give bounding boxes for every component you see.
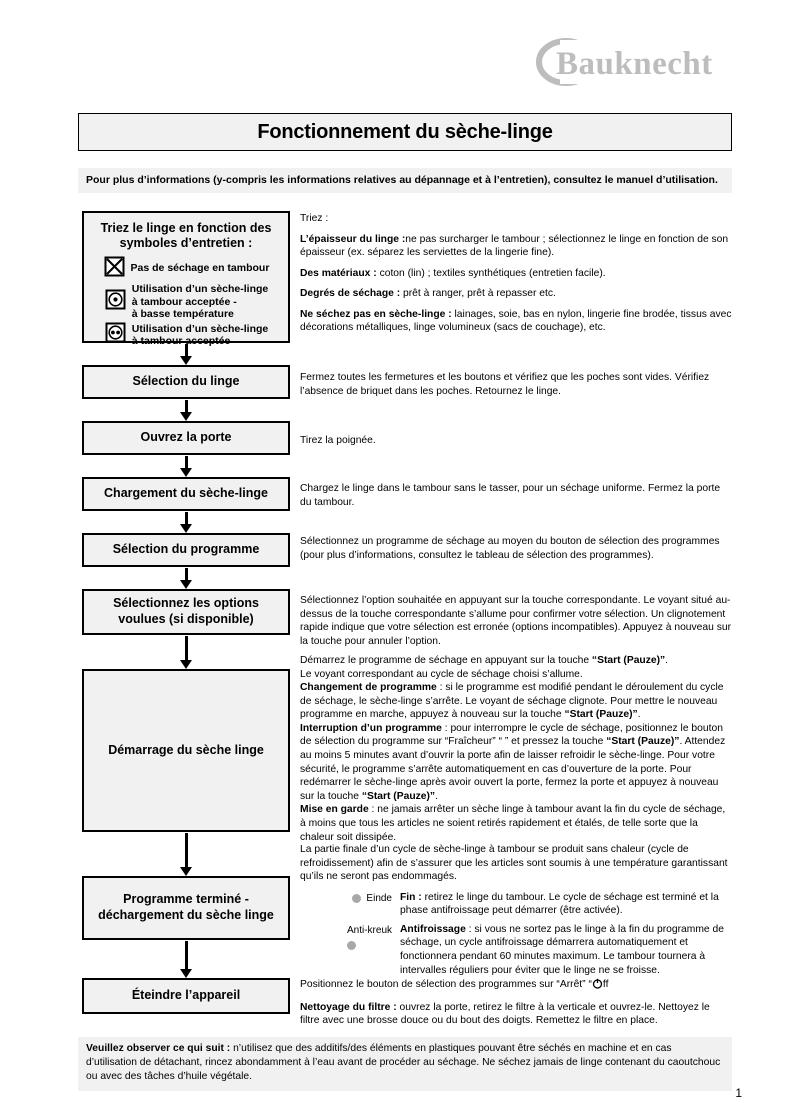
indicator-row-einde (300, 891, 732, 918)
sort-materials: Des matériaux : coton (lin) ; textiles synthétiques (entretien facile). (300, 267, 606, 279)
start-program-change: Changement de programme : si le programme est modifié pendant le déroulement du cycle de séchage, le sèche-linge s’arrête. Le voyant de séchage clignote. Pour mettre le nouveau programme en marche, appuyez à nouveau sur la touche “Start (Pauze)”. (300, 682, 724, 721)
flow-step-program-selection: Sélection du programme (82, 533, 290, 567)
switch-off-line: Positionnez le bouton de sélection des programmes sur “Arrêt” “ ff (300, 978, 732, 994)
indicator-name: Anti-kreuk (346, 924, 392, 936)
flow-arrow (82, 635, 290, 669)
care-symbol-label: Pas de séchage en tambour (130, 262, 270, 275)
text-options: Sélectionnez l’option souhaitée en appuyant sur la touche correspondante. Le voyant situé au-dessus de la touche correspondante s’allume pour confirmer votre sélection. Un clignotement rapide indique que votre sélection est erronée (options incompatibles). Appuyez à nouveau sur la touche pour annuler l’option. (300, 595, 732, 647)
indicator-lamp-icon (352, 894, 361, 903)
start-warning: Mise en garde : ne jamais arrêter un sèche linge à tambour avant la fin du cycle de séchage, à moins que tous les articles ne soient retirés rapidement et étalés, de telle sorte que la chaleur soit dissipée. (300, 804, 726, 843)
page-title-text: Fonctionnement du sèche-linge (257, 120, 553, 143)
sort-intro: Triez : (300, 213, 329, 224)
tumble-dry-low-icon (105, 289, 126, 315)
text-start-dryer (300, 654, 732, 844)
flow-step-laundry-selection: Sélection du linge (82, 365, 290, 399)
filter-cleaning: Nettoyage du filtre : ouvrez la porte, retirez le filtre à la verticale et ouvrez-le. Nettoyez le filtre avec une brosse douce ou du bout des doigts. Remettez le filtre en place. (300, 1001, 710, 1027)
intro-note (78, 168, 732, 193)
intro-note-text: Pour plus d’informations (y-compris les informations relatives au dépannage et à l’entretien), consultez le manuel d’utilisation. (86, 174, 718, 186)
care-symbol-row (100, 255, 273, 283)
indicator-description: Antifroissage : si vous ne sortez pas le linge à la fin du programme de séchage, un cycle antifroissage démarrera automatiquement et fonctionnera pendant 60 minutes maximum. Le tambour tournera à intervalles réguliers pour éviter que le linge ne se froisse. (400, 923, 724, 976)
sort-drying-degrees: Degrés de séchage : prêt à ranger, prêt à repasser etc. (300, 288, 556, 300)
bauknecht-logo (530, 38, 740, 86)
start-line1: Démarrez le programme de séchage en appuyant sur la touche “Start (Pauze)”. (300, 655, 669, 666)
text-sort-laundry (300, 212, 732, 335)
text-switch-off (300, 978, 732, 1028)
flow-arrow (82, 511, 290, 533)
tumble-dry-normal-icon (105, 322, 126, 348)
flow-step-switch-off: Éteindre l’appareil (82, 978, 290, 1014)
flow-step-loading: Chargement du sèche-linge (82, 477, 290, 511)
text-loading: Chargez le linge dans le tambour sans le tasser, pour un séchage uniforme. Fermez la porte du tambour. (300, 483, 721, 508)
footer-note-text: n’utilisez que des additifs/des éléments en plastiques pouvant être séchés en machine et en cas d’utilisation de détachant, rincez abondamment à l’eau avant de procéder au séchage. Ne séchez jamais de linge contenant du caoutchouc ou avec des tâches d’huile végétale. (86, 1043, 721, 1082)
indicator-lamp-group (300, 891, 392, 905)
start-program-interrupt: Interruption d’un programme : pour interrompre le cycle de séchage, positionnez le bouton de sélection du programme sur “Fraîcheur” “ ” et pressez la touche “Start (Pauze)”. Attendez au moins 5 minutes avant d’ouvrir la porte afin de laisser refroidir le sèche-linge. Pour votre sécurité, le programme s’arrête automatiquement en cas d’ouverture de la porte. Pour redémarrer le sèche-linge après avoir ouvert la porte, fermez la porte et appuyez à nouveau sur la touche “Start (Pauze)”. (300, 722, 726, 802)
no-tumble-dry-icon (104, 256, 125, 282)
sort-do-not-dry: Ne séchez pas en sèche-linge : lainages, soie, bas en nylon, lingerie fine brodée, tissus avec décorations métalliques, linge volumineux (sacs de couchage), etc. (300, 308, 732, 334)
care-symbol-row (101, 282, 272, 321)
page-number: 1 (735, 1086, 742, 1100)
text-open-door: Tirez la poignée. (300, 435, 376, 446)
indicator-list (300, 891, 732, 977)
indicator-description: Fin : retirez le linge du tambour. Le cycle de séchage est terminé et la phase antifroissage peut démarrer (être activée). (400, 891, 719, 917)
flow-step-sort-laundry (82, 211, 290, 348)
indicator-lamp-icon (347, 941, 356, 950)
indicator-row-anti-kreuk (300, 923, 732, 977)
flow-arrow (82, 832, 290, 876)
flow-step-open-door: Ouvrez la porte (82, 421, 290, 455)
care-symbol-label: Utilisation d’un sèche-linge à tambour acceptée (131, 322, 269, 348)
flow-step-program-finished: Programme terminé - déchargement du sèche linge (82, 876, 290, 940)
sort-heading: Triez le linge en fonction des symboles d’entretien : (100, 221, 272, 251)
flow-arrow (82, 399, 290, 421)
text-program-selection: Sélectionnez un programme de séchage au moyen du bouton de sélection des programmes (pour plus d’informations, consultez le tableau de sélection des programmes). (300, 536, 720, 561)
footer-note (78, 1037, 732, 1091)
page-title (78, 113, 732, 151)
care-symbol-row (101, 321, 272, 349)
start-line2: Le voyant correspondant au cycle de séchage choisi s’allume. (300, 668, 583, 680)
indicator-name: Einde (366, 892, 392, 904)
flow-arrow (82, 940, 290, 978)
finished-intro: La partie finale d’un cycle de sèche-linge à tambour se produit sans chaleur (cycle de refroidissement) afin de s’assurer que les articles sont soumis à une température garantissant qu’ils ne seront pas endommagés. (300, 844, 728, 883)
flow-step-start-dryer: Démarrage du sèche linge (82, 669, 290, 832)
flowchart-column (82, 211, 290, 1014)
footer-note-bold: Veuillez observer ce qui suit : (86, 1043, 231, 1054)
sort-thickness: L’épaisseur du linge :ne pas surcharger le tambour ; sélectionnez le linge en fonction de son épaisseur (ex. séparez les serviettes de la lingerie fine). (300, 233, 729, 259)
text-laundry-selection: Fermez toutes les fermetures et les boutons et vérifiez que les poches sont vides. Vérifiez l’absence de briquet dans les poches. Retournez le linge. (300, 372, 710, 397)
power-off-icon (592, 978, 603, 994)
indicator-lamp-group (300, 923, 392, 950)
care-symbol-label: Utilisation d’un sèche-linge à tambour acceptée - à basse température (131, 283, 269, 320)
text-program-finished (300, 843, 732, 982)
flow-arrow (82, 567, 290, 589)
flow-step-select-options: Sélectionnez les options voulues (si disponible) (82, 589, 290, 635)
svg-text:Bauknecht: Bauknecht (556, 46, 713, 82)
flow-arrow (82, 455, 290, 477)
